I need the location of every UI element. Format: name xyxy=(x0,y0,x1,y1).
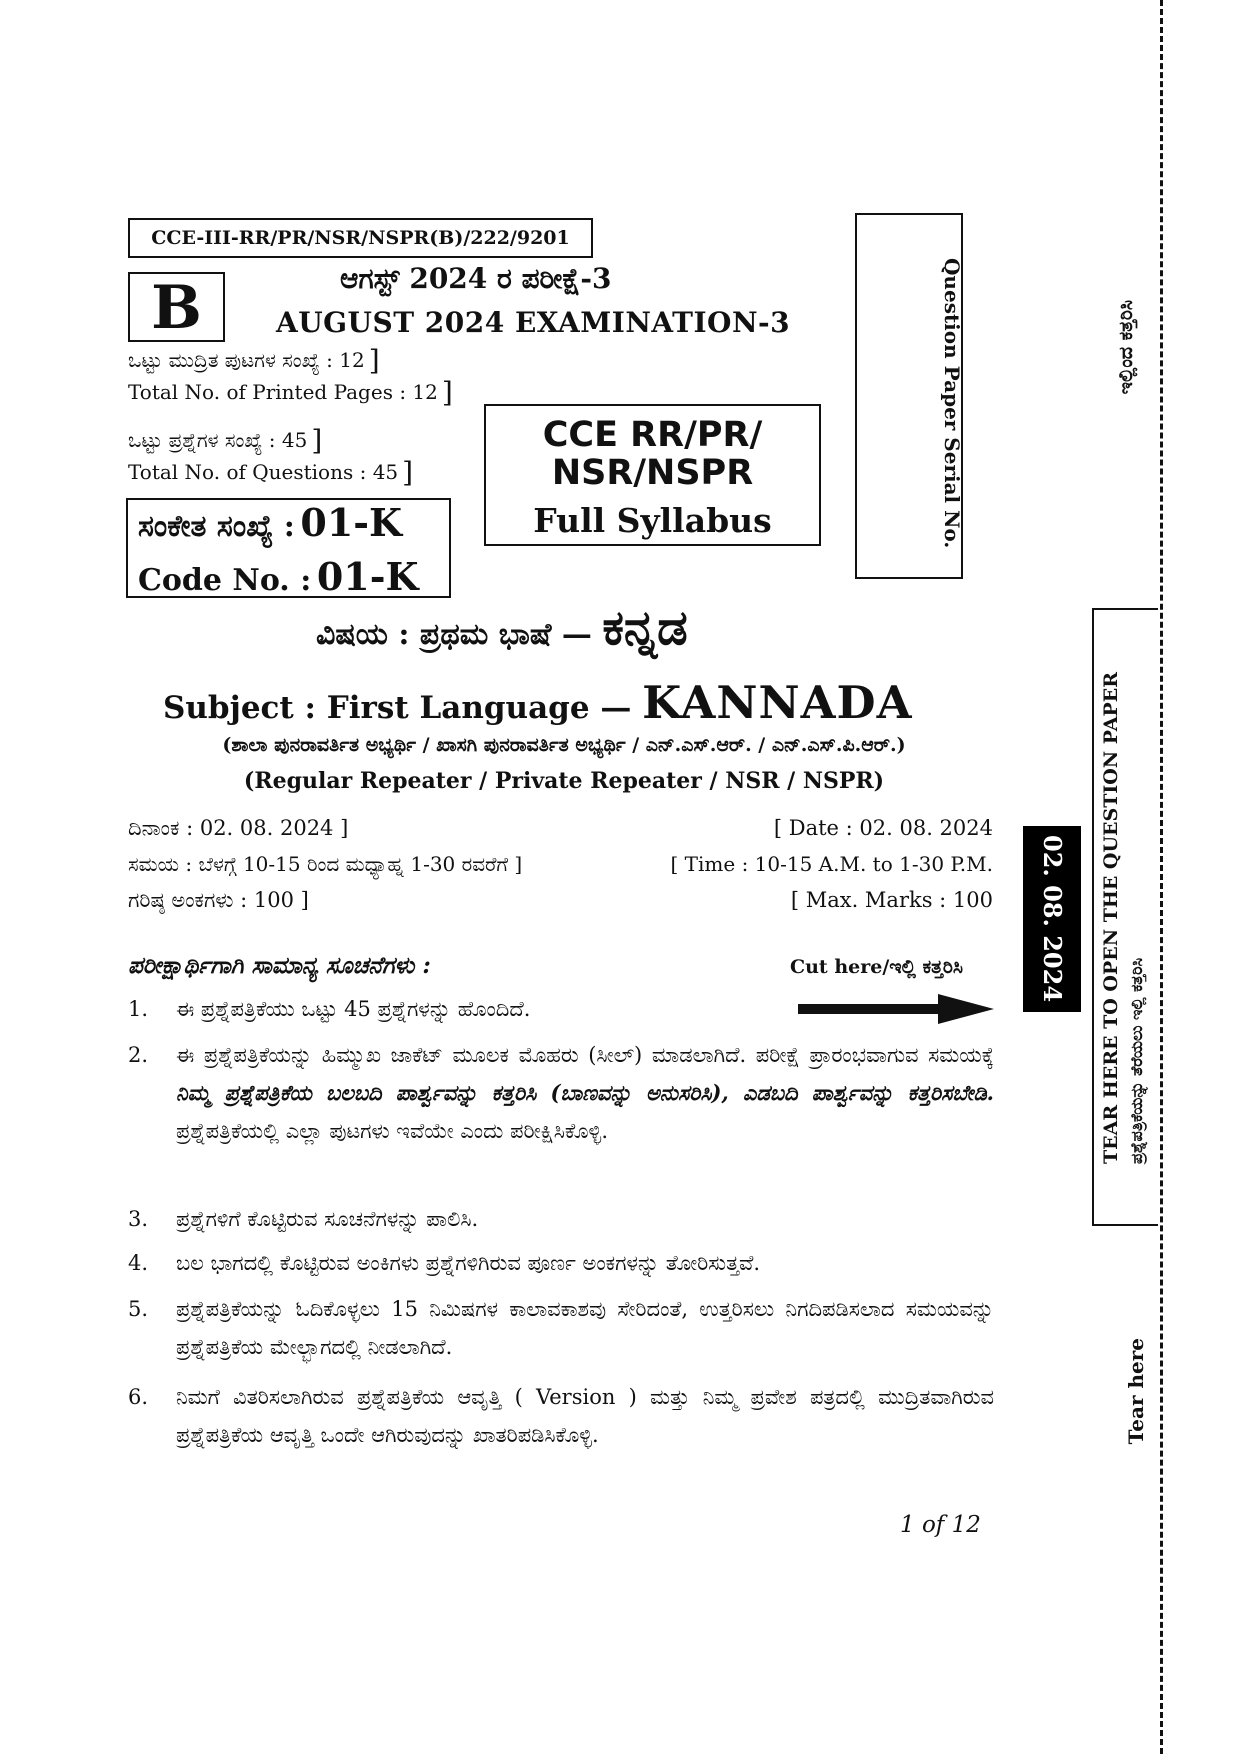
instruction-5: 5. ಪ್ರಶ್ನೆಪತ್ರಿಕೆಯನ್ನು ಓದಿಕೊಳ್ಳಲು 15 ನಿಮಿಷಗಳ ಕಾಲಾವಕಾಶವು ಸೇರಿದಂತೆ, ಉತ್ತರಿಸಲು ನಿಗದಿಪಡಿಸಲಾದ ಸಮಯವನ್ನು ಪ್ರಶ್ನೆಪತ್ರಿಕೆಯ ಮೇಲ್ಭಾಗದಲ್ಲಿ ನೀಡಲಾಗಿದೆ. xyxy=(128,1297,994,1359)
time-kannada: ಸಮಯ : ಬೆಳಗ್ಗೆ 10-15 ರಿಂದ ಮಧ್ಯಾಹ್ನ 1-30 ರವರೆಗೆ ] xyxy=(128,852,523,876)
printed-pages-kannada: ಒಟ್ಟು ಮುದ್ರಿತ ಪುಟಗಳ ಸಂಖ್ಯೆ : 12 ] xyxy=(128,344,380,377)
questions-count-kannada: ಒಟ್ಟು ಪ್ರಶ್ನೆಗಳ ಸಂಖ್ಯೆ : 45 ] xyxy=(128,424,323,457)
max-marks-english: [ Max. Marks : 100 xyxy=(790,888,993,912)
syllabus-box xyxy=(484,404,821,546)
code-row-kannada: ಸಂಕೇತ ಸಂಖ್ಯೆ : 01-K xyxy=(138,500,403,545)
questions-count-english: Total No. of Questions : 45 ] xyxy=(128,456,414,489)
instruction-3: 3. ಪ್ರಶ್ನೆಗಳಿಗೆ ಕೊಟ್ಟಿರುವ ಸೂಚನೆಗಳನ್ನು ಪಾಲಿಸಿ. xyxy=(128,1207,479,1231)
syllabus-line-2: NSR/NSPR xyxy=(551,453,754,493)
paper-code: CCE-III-RR/PR/NSR/NSPR(B)/222/9201 xyxy=(128,218,593,258)
time-english: [ Time : 10-15 A.M. to 1-30 P.M. xyxy=(670,852,993,876)
tear-here-label: Tear here xyxy=(1124,1338,1148,1445)
exam-date-strip: 02. 08. 2024 xyxy=(1023,826,1081,1012)
candidate-types-kannada: (ಶಾಲಾ ಪುನರಾವರ್ತಿತ ಅಭ್ಯರ್ಥಿ / ಖಾಸಗಿ ಪುನರಾವರ್ತಿತ ಅಭ್ಯರ್ಥಿ / ಎನ್.ಎಸ್.ಆರ್. / ಎನ್.ಎಸ್.ಪಿ.ಆರ್.) xyxy=(222,734,906,756)
code-number-box xyxy=(126,498,451,598)
exam-title-kannada: ಆಗಸ್ಟ್ 2024 ರ ಪರೀಕ್ಷೆ-3 xyxy=(340,262,612,295)
instruction-6: 6. ನಿಮಗೆ ವಿತರಿಸಲಾಗಿರುವ ಪ್ರಶ್ನೆಪತ್ರಿಕೆಯ ಆವೃತ್ತಿ ( Version ) ಮತ್ತು ನಿಮ್ಮ ಪ್ರವೇಶ ಪತ್ರದಲ್ಲಿ ಮುದ್ರಿತವಾಗಿರುವ ಪ್ರಶ್ನೆಪತ್ರಿಕೆಯ ಆವೃತ್ತಿ ಒಂದೇ ಆಗಿರುವುದನ್ನು ಖಾತರಿಪಡಿಸಿಕೊಳ್ಳಿ. xyxy=(128,1385,994,1447)
version-letter: B xyxy=(128,272,225,342)
syllabus-line-3: Full Syllabus xyxy=(533,501,772,540)
instruction-1: 1. ಈ ಪ್ರಶ್ನೆಪತ್ರಿಕೆಯು ಒಟ್ಟು 45 ಪ್ರಶ್ನೆಗಳನ್ನು ಹೊಂದಿದೆ. xyxy=(128,997,531,1021)
printed-pages-english: Total No. of Printed Pages : 12 ] xyxy=(128,376,453,409)
candidate-types-english: (Regular Repeater / Private Repeater / NSR / NSPR) xyxy=(243,768,885,794)
tear-here-english: TEAR HERE TO OPEN THE QUESTION PAPER xyxy=(1100,672,1122,1164)
cut-from-here-label: ಇಲ್ಲಿಂದ ಕತ್ತರಿಸಿ xyxy=(1115,300,1137,395)
subject-english: Subject : First Language — KANNADA xyxy=(163,676,913,729)
date-english: [ Date : 02. 08. 2024 xyxy=(773,816,993,840)
perforation-line xyxy=(1160,0,1163,1754)
max-marks-kannada: ಗರಿಷ್ಠ ಅಂಕಗಳು : 100 ] xyxy=(128,888,309,912)
instructions-title: ಪರೀಕ್ಷಾರ್ಥಿಗಾಗಿ ಸಾಮಾನ್ಯ ಸೂಚನೆಗಳು : xyxy=(128,952,431,979)
instruction-4: 4. ಬಲ ಭಾಗದಲ್ಲಿ ಕೊಟ್ಟಿರುವ ಅಂಕಿಗಳು ಪ್ರಶ್ನೆಗಳಿಗಿರುವ ಪೂರ್ಣ ಅಂಕಗಳನ್ನು ತೋರಿಸುತ್ತವೆ. xyxy=(128,1251,761,1275)
cut-here-label: Cut here/ಇಲ್ಲಿ ಕತ್ತರಿಸಿ xyxy=(790,956,963,978)
tear-here-instruction xyxy=(1098,672,1150,1164)
serial-number-label: Question Paper Serial No. xyxy=(940,258,964,549)
exam-title-english: AUGUST 2024 EXAMINATION-3 xyxy=(276,306,791,339)
code-row-english: Code No. : 01-K xyxy=(138,554,419,599)
subject-kannada: ವಿಷಯ : ಪ್ರಥಮ ಭಾಷೆ — ಕನ್ನಡ xyxy=(316,600,688,656)
page-number: 1 of 12 xyxy=(900,1512,981,1538)
instruction-2: 2. ಈ ಪ್ರಶ್ನೆಪತ್ರಿಕೆಯನ್ನು ಹಿಮ್ಮುಖ ಜಾಕೆಟ್ ಮೂಲಕ ಮೊಹರು (ಸೀಲ್) ಮಾಡಲಾಗಿದೆ. ಪರೀಕ್ಷೆ ಪ್ರಾರಂಭವಾಗುವ ಸಮಯಕ್ಕೆ ನಿಮ್ಮ ಪ್ರಶ್ನೆಪತ್ರಿಕೆಯ ಬಲಬದಿ ಪಾರ್ಶ್ವವನ್ನು ಕತ್ತರಿಸಿ (ಬಾಣವನ್ನು ಅನುಸರಿಸಿ), ಎಡಬದಿ ಪಾರ್ಶ್ವವನ್ನು ಕತ್ತರಿಸಬೇಡಿ. ಪ್ರಶ್ನೆಪತ್ರಿಕೆಯಲ್ಲಿ ಎಲ್ಲಾ ಪುಟಗಳು ಇವೆಯೇ ಎಂದು ಪರೀಕ್ಷಿಸಿಕೊಳ್ಳಿ. xyxy=(128,1043,994,1143)
syllabus-line-1: CCE RR/PR/ xyxy=(542,415,763,455)
date-kannada: ದಿನಾಂಕ : 02. 08. 2024 ] xyxy=(128,816,349,840)
tear-here-kannada: ಪ್ರಶ್ನೆಪತ್ರಿಕೆಯನ್ನು ತೆರೆಯಲು ಇಲ್ಲಿ ಕತ್ತರಿಸಿ xyxy=(1127,957,1146,1164)
